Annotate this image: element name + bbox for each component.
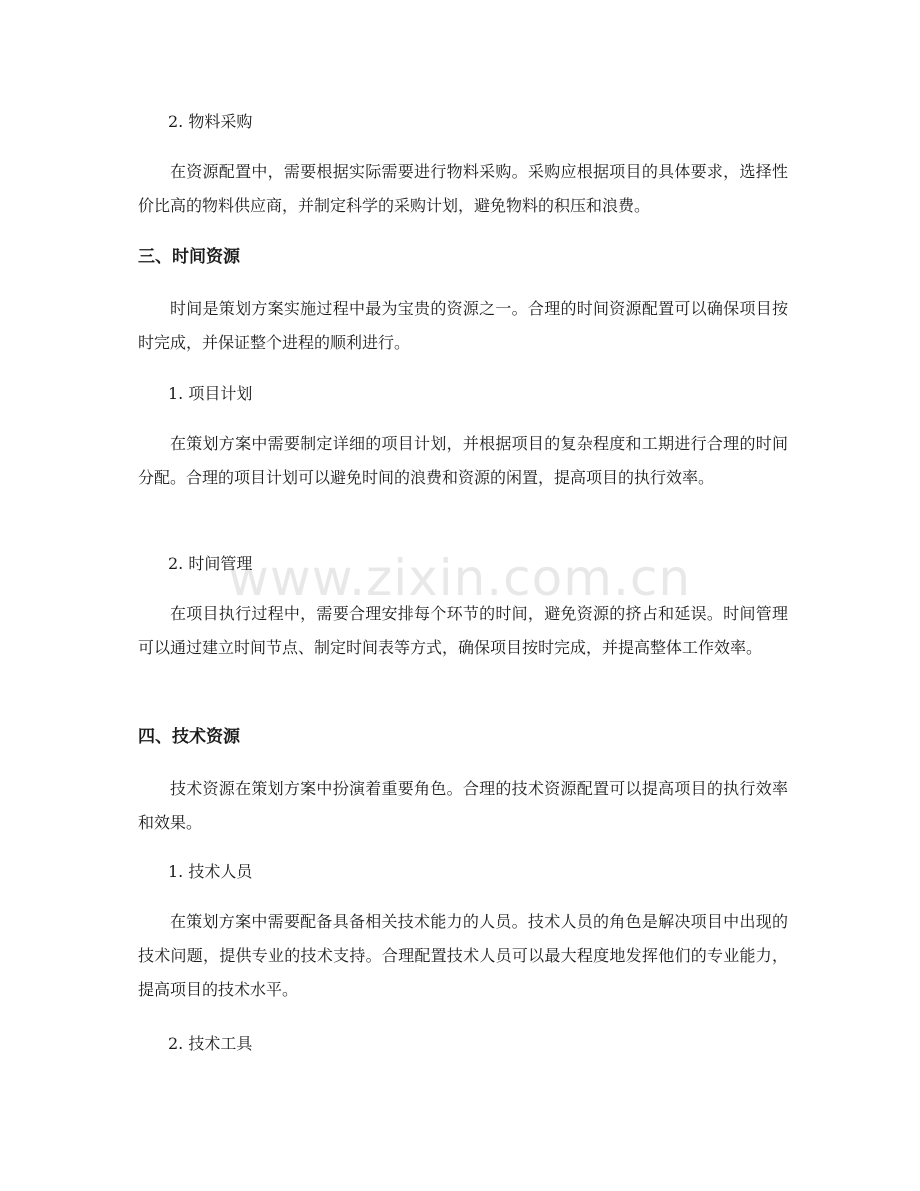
subheading-project-plan: 1. 项目计划 <box>168 384 253 403</box>
subheading-time-management: 2. 时间管理 <box>168 554 253 573</box>
paragraph-time-management: 在项目执行过程中，需要合理安排每个环节的时间，避免资源的挤占和延误。时间管理可以通过建立时间节点、制定时间表等方式，确保项目按时完成，并提高整体工作效率。 <box>138 604 788 657</box>
subheading-tech-tools: 2. 技术工具 <box>168 1034 253 1053</box>
paragraph-tech-resources-intro: 技术资源在策划方案中扮演着重要角色。合理的技术资源配置可以提高项目的执行效率和效果。 <box>138 779 788 832</box>
section-heading-tech-resources: 四、技术资源 <box>138 727 240 747</box>
subheading-tech-staff: 1. 技术人员 <box>168 862 253 881</box>
paragraph-time-resources-intro: 时间是策划方案实施过程中最为宝贵的资源之一。合理的时间资源配置可以确保项目按时完成，并保证整个进程的顺利进行。 <box>138 299 788 352</box>
paragraph-material-purchase: 在资源配置中，需要根据实际需要进行物料采购。采购应根据项目的具体要求，选择性价比高的物料供应商，并制定科学的采购计划，避免物料的积压和浪费。 <box>138 162 788 215</box>
paragraph-tech-staff: 在策划方案中需要配备具备相关技术能力的人员。技术人员的角色是解决项目中出现的技术问题，提供专业的技术支持。合理配置技术人员可以最大程度地发挥他们的专业能力，提高项目的技术水平。 <box>138 912 788 999</box>
paragraph-project-plan: 在策划方案中需要制定详细的项目计划，并根据项目的复杂程度和工期进行合理的时间分配。合理的项目计划可以避免时间的浪费和资源的闲置，提高项目的执行效率。 <box>138 434 788 487</box>
subheading-material-purchase: 2. 物料采购 <box>168 112 253 131</box>
watermark: www.zixin.com.cn <box>228 549 692 607</box>
section-heading-time-resources: 三、时间资源 <box>138 247 240 267</box>
